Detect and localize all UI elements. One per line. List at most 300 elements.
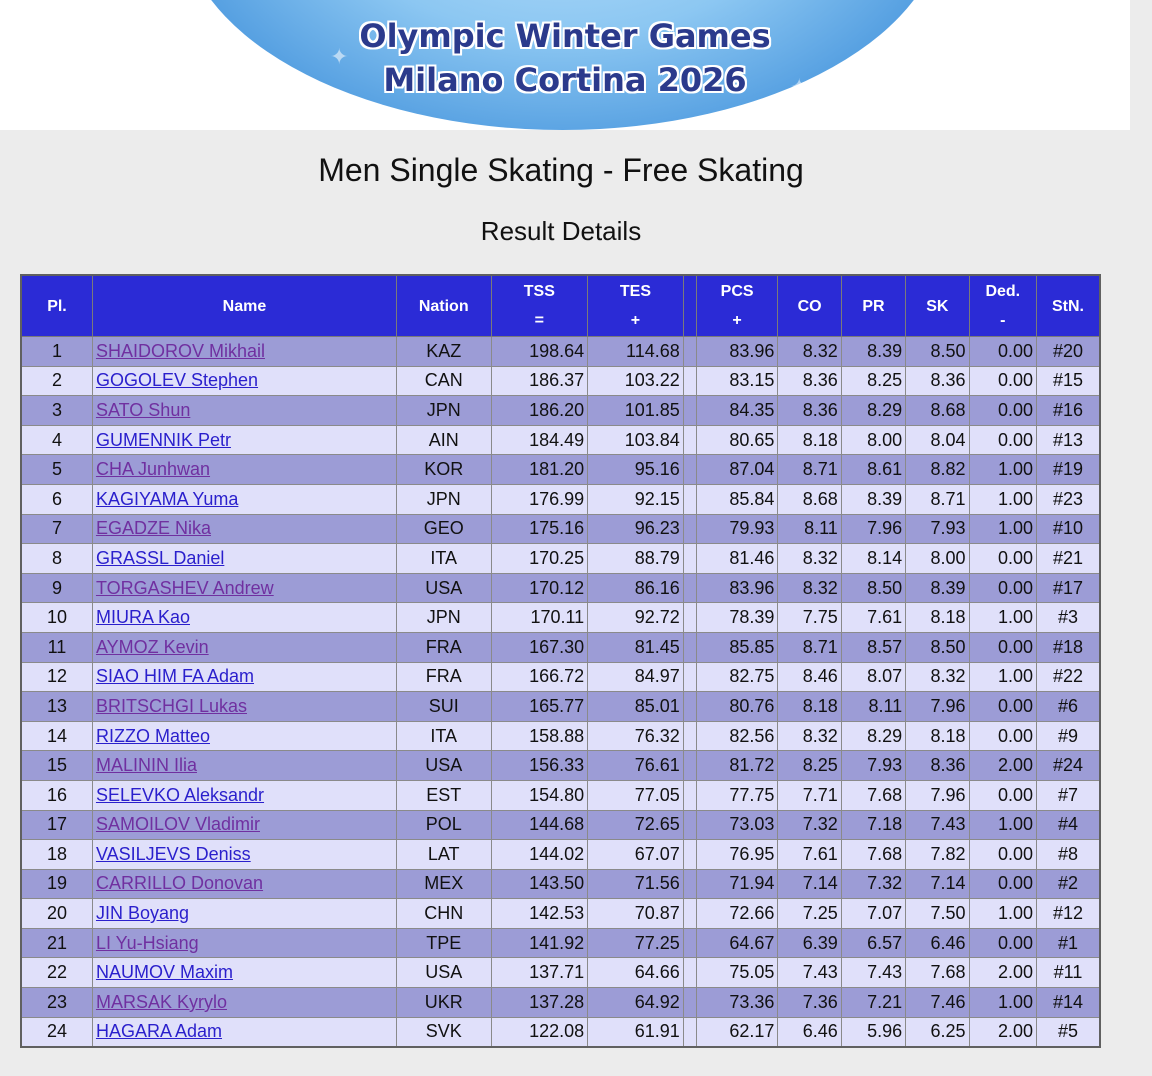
skater-link[interactable]: AYMOZ Kevin [95,636,209,657]
cell-separator [683,632,696,662]
page-subtitle: Result Details [480,216,642,246]
skater-link[interactable]: LI Yu-Hsiang [95,932,199,953]
skater-link[interactable]: CHA Junhwan [95,459,211,480]
cell-nation: CHN [396,899,491,929]
cell-ded: 0.00 [969,780,1036,810]
table-row [21,928,1100,958]
cell-pcs: 84.35 [696,396,778,426]
cell-tss: 144.68 [491,810,588,840]
cell-sk: 7.50 [906,899,969,929]
table-row [21,810,1100,840]
cell-sk: 8.36 [906,751,969,781]
cell-separator [683,899,696,929]
table-row [21,366,1100,396]
header-co[interactable]: CO [778,275,841,337]
cell-ded: 0.00 [969,869,1036,899]
cell-separator [683,869,696,899]
cell-name [92,928,396,958]
cell-name [92,662,396,692]
cell-pcs: 87.04 [696,455,778,485]
cell-separator [683,721,696,751]
cell-sk: 8.18 [906,721,969,751]
cell-tes: 101.85 [588,396,684,426]
cell-nation: ITA [396,721,491,751]
cell-separator [683,603,696,633]
cell-tes: 64.66 [588,958,684,988]
cell-ded: 0.00 [969,632,1036,662]
cell-pcs: 62.17 [696,1017,778,1047]
header-tss-operator: = [534,312,545,329]
cell-co: 8.11 [778,514,841,544]
header-ded[interactable] [969,275,1036,337]
skater-link[interactable]: VASILJEVS Deniss [95,843,251,864]
cell-tss: 186.37 [491,366,588,396]
cell-sk: 8.71 [906,484,969,514]
cell-stn: #9 [1037,721,1100,751]
header-tss[interactable] [491,275,588,337]
cell-name [92,514,396,544]
cell-pl: 4 [21,425,92,455]
cell-pl: 10 [21,603,92,633]
cell-stn: #4 [1037,810,1100,840]
skater-link[interactable]: SELEVKO Aleksandr [95,784,265,805]
cell-pr: 7.21 [841,988,905,1018]
skater-link[interactable]: BRITSCHGI Lukas [95,695,247,716]
cell-co: 8.32 [778,573,841,603]
cell-name [92,840,396,870]
cell-stn: #16 [1037,396,1100,426]
cell-sk: 8.50 [906,337,969,367]
cell-separator [683,455,696,485]
cell-separator [683,573,696,603]
cell-stn: #23 [1037,484,1100,514]
cell-pcs: 85.84 [696,484,778,514]
table-row [21,988,1100,1018]
page-title: Men Single Skating - Free Skating [318,152,804,188]
cell-stn: #20 [1037,337,1100,367]
table-row [21,840,1100,870]
cell-pl: 18 [21,840,92,870]
header-pr[interactable]: PR [841,275,905,337]
cell-separator [683,1017,696,1047]
cell-ded: 1.00 [969,455,1036,485]
header-banner [0,0,1130,130]
cell-co: 8.68 [778,484,841,514]
header-sk[interactable]: SK [906,275,969,337]
cell-stn: #11 [1037,958,1100,988]
cell-tes: 76.32 [588,721,684,751]
header-tes-label: TES [619,283,652,300]
cell-stn: #24 [1037,751,1100,781]
header-pcs-operator: + [732,312,742,329]
cell-co: 7.14 [778,869,841,899]
cell-tss: 122.08 [491,1017,588,1047]
cell-stn: #15 [1037,366,1100,396]
cell-pcs: 81.46 [696,544,778,574]
cell-stn: #12 [1037,899,1100,929]
cell-separator [683,337,696,367]
cell-pr: 8.39 [841,484,905,514]
cell-pr: 7.18 [841,810,905,840]
cell-sk: 7.96 [906,692,969,722]
cell-pr: 7.32 [841,869,905,899]
skater-link[interactable]: GUMENNIK Petr [95,429,231,450]
cell-tss: 181.20 [491,455,588,485]
cell-stn: #19 [1037,455,1100,485]
cell-name [92,721,396,751]
results-body [21,337,1100,1048]
table-row [21,780,1100,810]
cell-ded: 1.00 [969,810,1036,840]
cell-nation: FRA [396,662,491,692]
cell-nation: FRA [396,632,491,662]
cell-pl: 5 [21,455,92,485]
cell-tes: 67.07 [588,840,684,870]
cell-co: 8.36 [778,366,841,396]
cell-tes: 81.45 [588,632,684,662]
cell-stn: #22 [1037,662,1100,692]
cell-co: 8.18 [778,425,841,455]
header-name[interactable]: Name [92,275,396,337]
cell-stn: #5 [1037,1017,1100,1047]
cell-name [92,573,396,603]
cell-stn: #21 [1037,544,1100,574]
cell-tes: 103.84 [588,425,684,455]
cell-ded: 0.00 [969,366,1036,396]
cell-stn: #10 [1037,514,1100,544]
cell-name [92,396,396,426]
cell-pl: 13 [21,692,92,722]
header-nation[interactable]: Nation [396,275,491,337]
cell-sk: 7.82 [906,840,969,870]
cell-pr: 7.43 [841,958,905,988]
cell-sk: 7.43 [906,810,969,840]
cell-tss: 137.28 [491,988,588,1018]
cell-co: 7.71 [778,780,841,810]
table-row [21,573,1100,603]
skater-link[interactable]: GOGOLEV Stephen [95,370,259,391]
skater-link[interactable]: MARSAK Kyrylo [95,991,227,1012]
cell-nation: KOR [396,455,491,485]
header-stn[interactable]: StN. [1037,275,1100,337]
cell-pr: 7.96 [841,514,905,544]
cell-pl: 16 [21,780,92,810]
cell-co: 8.25 [778,751,841,781]
cell-pr: 5.96 [841,1017,905,1047]
table-row [21,662,1100,692]
cell-name [92,780,396,810]
skater-link[interactable]: SHAIDOROV Mikhail [95,340,265,361]
cell-pl: 20 [21,899,92,929]
cell-nation: MEX [396,869,491,899]
cell-pl: 17 [21,810,92,840]
skater-link[interactable]: GRASSL Daniel [95,547,225,568]
cell-nation: POL [396,810,491,840]
cell-nation: SVK [396,1017,491,1047]
table-row [21,692,1100,722]
table-row [21,484,1100,514]
cell-name [92,869,396,899]
cell-pl: 3 [21,396,92,426]
cell-nation: USA [396,958,491,988]
cell-separator [683,396,696,426]
cell-tss: 142.53 [491,899,588,929]
cell-ded: 0.00 [969,692,1036,722]
cell-tes: 92.15 [588,484,684,514]
cell-sk: 7.46 [906,988,969,1018]
cell-pl: 8 [21,544,92,574]
cell-nation: TPE [396,928,491,958]
cell-sk: 7.96 [906,780,969,810]
cell-nation: AIN [396,425,491,455]
cell-name [92,958,396,988]
cell-nation: EST [396,780,491,810]
cell-pr: 8.29 [841,721,905,751]
cell-co: 7.75 [778,603,841,633]
skater-link[interactable]: SIAO HIM FA Adam [95,666,255,687]
cell-pl: 21 [21,928,92,958]
cell-separator [683,840,696,870]
skater-link[interactable]: NAUMOV Maxim [95,962,233,983]
skater-link[interactable]: CARRILLO Donovan [95,873,264,894]
cell-sk: 8.32 [906,662,969,692]
cell-pl: 19 [21,869,92,899]
cell-pl: 11 [21,632,92,662]
cell-nation: ITA [396,544,491,574]
cell-tss: 175.16 [491,514,588,544]
cell-pr: 8.57 [841,632,905,662]
cell-stn: #3 [1037,603,1100,633]
cell-pcs: 82.75 [696,662,778,692]
cell-stn: #17 [1037,573,1100,603]
cell-stn: #1 [1037,928,1100,958]
cell-tss: 167.30 [491,632,588,662]
cell-pr: 8.25 [841,366,905,396]
cell-tss: 156.33 [491,751,588,781]
cell-nation: LAT [396,840,491,870]
cell-nation: JPN [396,396,491,426]
cell-pcs: 64.67 [696,928,778,958]
cell-name [92,988,396,1018]
cell-separator [683,988,696,1018]
cell-ded: 0.00 [969,425,1036,455]
cell-ded: 1.00 [969,662,1036,692]
cell-tes: 72.65 [588,810,684,840]
cell-separator [683,544,696,574]
cell-sk: 8.00 [906,544,969,574]
cell-co: 7.61 [778,840,841,870]
cell-separator [683,692,696,722]
cell-sk: 8.18 [906,603,969,633]
cell-sk: 8.68 [906,396,969,426]
cell-separator [683,810,696,840]
cell-separator [683,484,696,514]
cell-tes: 70.87 [588,899,684,929]
cell-co: 8.32 [778,544,841,574]
cell-co: 8.46 [778,662,841,692]
cell-tss: 141.92 [491,928,588,958]
cell-tss: 137.71 [491,958,588,988]
cell-pl: 22 [21,958,92,988]
table-row [21,544,1100,574]
cell-pl: 23 [21,988,92,1018]
cell-nation: GEO [396,514,491,544]
cell-pcs: 76.95 [696,840,778,870]
cell-stn: #18 [1037,632,1100,662]
cell-pcs: 73.03 [696,810,778,840]
cell-separator [683,425,696,455]
table-row [21,337,1100,367]
cell-pr: 8.50 [841,573,905,603]
header-pcs[interactable] [696,275,778,337]
skater-link[interactable]: MIURA Kao [95,607,190,628]
cell-co: 7.36 [778,988,841,1018]
cell-co: 6.46 [778,1017,841,1047]
cell-pr: 7.93 [841,751,905,781]
skater-link[interactable]: RIZZO Matteo [95,725,210,746]
cell-name [92,751,396,781]
cell-pcs: 80.65 [696,425,778,455]
cell-tes: 64.92 [588,988,684,1018]
cell-tes: 95.16 [588,455,684,485]
cell-sk: 6.25 [906,1017,969,1047]
cell-pcs: 81.72 [696,751,778,781]
skater-link[interactable]: SAMOILOV Vladimir [95,814,260,835]
cell-pcs: 80.76 [696,692,778,722]
cell-sk: 8.04 [906,425,969,455]
cell-pr: 8.29 [841,396,905,426]
cell-nation: JPN [396,603,491,633]
cell-sk: 6.46 [906,928,969,958]
cell-pcs: 83.96 [696,573,778,603]
cell-ded: 2.00 [969,751,1036,781]
cell-tes: 61.91 [588,1017,684,1047]
cell-ded: 1.00 [969,514,1036,544]
table-row [21,899,1100,929]
cell-ded: 0.00 [969,721,1036,751]
cell-ded: 2.00 [969,1017,1036,1047]
sparkle-icon: ✦ [220,55,232,71]
skater-link[interactable]: HAGARA Adam [95,1021,223,1042]
cell-stn: #13 [1037,425,1100,455]
cell-name [92,603,396,633]
cell-tes: 86.16 [588,573,684,603]
cell-tes: 92.72 [588,603,684,633]
table-header-row [21,275,1100,337]
results-table [20,274,1101,1048]
cell-nation: UKR [396,988,491,1018]
banner-line-2: Milano Cortina 2026 [383,61,747,99]
cell-tes: 85.01 [588,692,684,722]
skater-link[interactable]: TORGASHEV Andrew [95,577,274,598]
cell-name [92,632,396,662]
cell-stn: #6 [1037,692,1100,722]
cell-co: 7.43 [778,958,841,988]
header-ded-operator: - [1000,312,1006,329]
cell-pl: 14 [21,721,92,751]
cell-co: 8.71 [778,632,841,662]
header-ded-label: Ded. [985,283,1021,300]
table-row [21,869,1100,899]
table-row [21,514,1100,544]
cell-pl: 6 [21,484,92,514]
skater-link[interactable]: SATO Shun [95,399,191,420]
cell-ded: 0.00 [969,337,1036,367]
cell-tss: 154.80 [491,780,588,810]
cell-name [92,1017,396,1047]
cell-pcs: 71.94 [696,869,778,899]
cell-name [92,899,396,929]
cell-pr: 8.00 [841,425,905,455]
table-row [21,1017,1100,1047]
cell-sk: 8.82 [906,455,969,485]
cell-co: 7.25 [778,899,841,929]
cell-tes: 114.68 [588,337,684,367]
cell-nation: KAZ [396,337,491,367]
cell-name [92,484,396,514]
cell-tss: 176.99 [491,484,588,514]
skater-link[interactable]: EGADZE Nika [95,518,211,539]
cell-tes: 71.56 [588,869,684,899]
sparkle-icon: ✦ [860,85,886,120]
cell-pr: 7.68 [841,840,905,870]
cell-nation: USA [396,751,491,781]
header-separator [683,275,696,337]
cell-pcs: 83.96 [696,337,778,367]
cell-tes: 76.61 [588,751,684,781]
cell-pcs: 82.56 [696,721,778,751]
cell-nation: JPN [396,484,491,514]
cell-separator [683,366,696,396]
cell-sk: 8.39 [906,573,969,603]
cell-pr: 6.57 [841,928,905,958]
cell-pl: 2 [21,366,92,396]
cell-tss: 143.50 [491,869,588,899]
header-tes[interactable] [588,275,684,337]
cell-ded: 1.00 [969,484,1036,514]
cell-pr: 8.11 [841,692,905,722]
table-row [21,603,1100,633]
cell-tss: 166.72 [491,662,588,692]
cell-pl: 12 [21,662,92,692]
skater-link[interactable]: KAGIYAMA Yuma [95,488,239,509]
cell-name [92,810,396,840]
cell-tss: 170.25 [491,544,588,574]
cell-name [92,692,396,722]
header-pl[interactable]: Pl. [21,275,92,337]
cell-ded: 0.00 [969,396,1036,426]
cell-name [92,425,396,455]
cell-tss: 170.12 [491,573,588,603]
table-row [21,721,1100,751]
cell-name [92,366,396,396]
cell-pr: 7.68 [841,780,905,810]
cell-tes: 88.79 [588,544,684,574]
skater-link[interactable]: JIN Boyang [95,903,190,924]
cell-co: 8.71 [778,455,841,485]
cell-pr: 8.61 [841,455,905,485]
cell-sk: 7.14 [906,869,969,899]
table-row [21,632,1100,662]
skater-link[interactable]: MALININ Ilia [95,755,197,776]
cell-pcs: 75.05 [696,958,778,988]
banner-line-1: Olympic Winter Games [359,17,771,55]
cell-pcs: 73.36 [696,988,778,1018]
table-row [21,751,1100,781]
table-row [21,396,1100,426]
header-tes-operator: + [630,312,641,329]
cell-ded: 0.00 [969,573,1036,603]
